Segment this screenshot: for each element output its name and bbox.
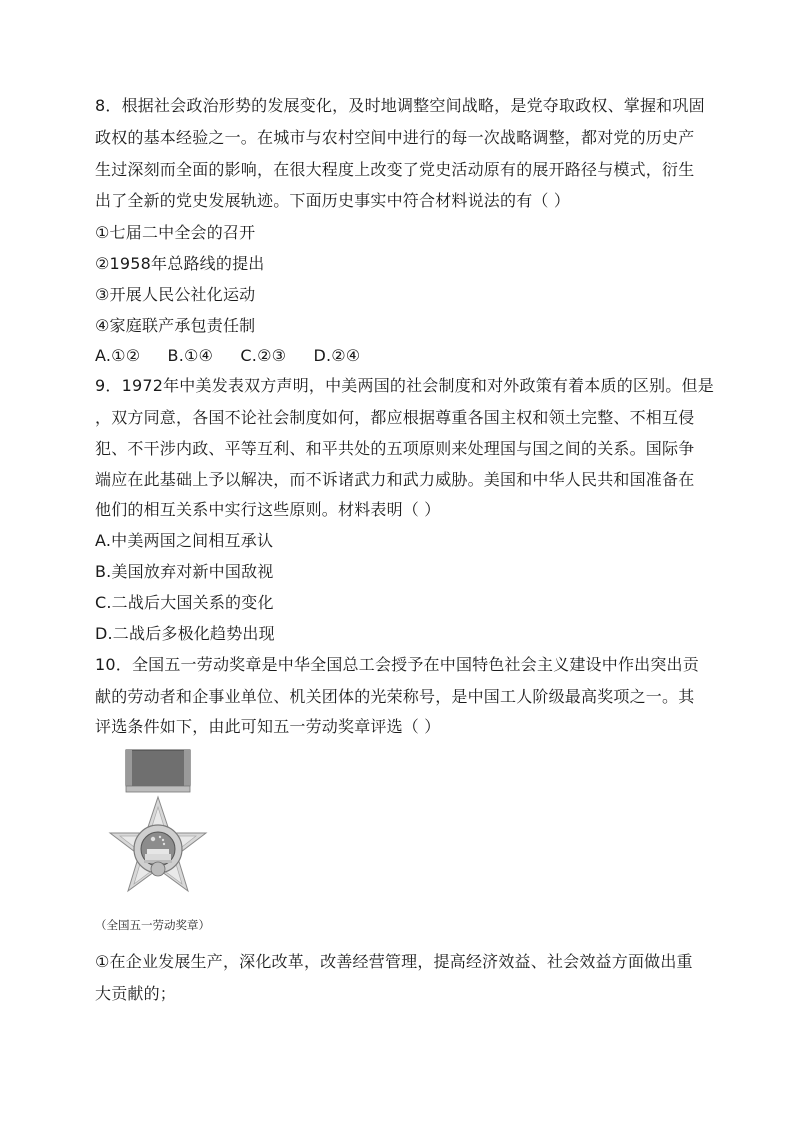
q9-option-d[interactable]: D.二战后多极化趋势出现 xyxy=(95,624,275,643)
q10-stem-line-3: 评选条件如下，由此可知五一劳动奖章评选（ ） xyxy=(95,717,441,736)
q9-option-a[interactable]: A.中美两国之间相互承认 xyxy=(95,531,274,550)
q8-stem-line-4: 出了全新的党史发展轨迹。下面历史事实中符合材料说法的有（ ） xyxy=(95,191,571,210)
medal-caption: （全国五一劳动奖章） xyxy=(95,918,210,932)
q8-options xyxy=(95,346,382,366)
q8-stem-line-1: 8．根据社会政治形势的发展变化，及时地调整空间战略，是党夺取政权、掌握和巩固 xyxy=(95,96,705,115)
q10-stem-line-2: 献的劳动者和企事业单位、机关团体的光荣称号，是中国工人阶级最高奖项之一。其 xyxy=(95,687,695,706)
q8-stem-line-3: 生过深刻而全面的影响，在很大程度上改变了党史活动原有的展开路径与模式，衍生 xyxy=(95,160,695,179)
q8-item-3: ③开展人民公社化运动 xyxy=(95,285,256,304)
q10-stem-line-1: 10．全国五一劳动奖章是中华全国总工会授予在中国特色社会主义建设中作出突出贡 xyxy=(95,655,699,674)
labor-medal-image xyxy=(108,748,208,910)
q8-option-d[interactable]: D.②④ xyxy=(313,346,361,365)
q8-stem-line-2: 政权的基本经验之一。在城市与农村空间中进行的每一次战略调整，都对党的历史产 xyxy=(95,128,695,147)
q8-option-c[interactable]: C.②③ xyxy=(240,346,287,365)
q9-stem-line-5: 他们的相互关系中实行这些原则。材料表明（ ） xyxy=(95,500,441,519)
q9-stem-line-3: 犯、不干涉内政、平等互利、和平共处的五项原则来处理国与国之间的关系。国际争 xyxy=(95,439,695,458)
q8-item-4: ④家庭联产承包责任制 xyxy=(95,316,256,335)
q8-item-2: ②1958年总路线的提出 xyxy=(95,254,265,273)
q9-stem-line-1: 9．1972年中美发表双方声明，中美两国的社会制度和对外政策有着本质的区别。但是 xyxy=(95,376,714,395)
q8-item-1: ①七届二中全会的召开 xyxy=(95,223,256,242)
q8-option-b[interactable]: B.①④ xyxy=(167,346,214,365)
q8-option-a[interactable]: A.①② xyxy=(95,346,141,365)
q10-criteria-line-1: ①在企业发展生产，深化改革，改善经营管理，提高经济效益、社会效益方面做出重 xyxy=(95,952,693,971)
q9-stem-line-2: ，双方同意，各国不论社会制度如何，都应根据尊重各国主权和领土完整、不相互侵 xyxy=(95,408,695,427)
q9-option-c[interactable]: C.二战后大国关系的变化 xyxy=(95,593,274,612)
q10-criteria-line-2: 大贡献的； xyxy=(95,984,177,1003)
q9-option-b[interactable]: B.美国放弃对新中国敌视 xyxy=(95,562,274,581)
q9-stem-line-4: 端应在此基础上予以解决，而不诉诸武力和武力威胁。美国和中华人民共和国准备在 xyxy=(95,470,695,489)
